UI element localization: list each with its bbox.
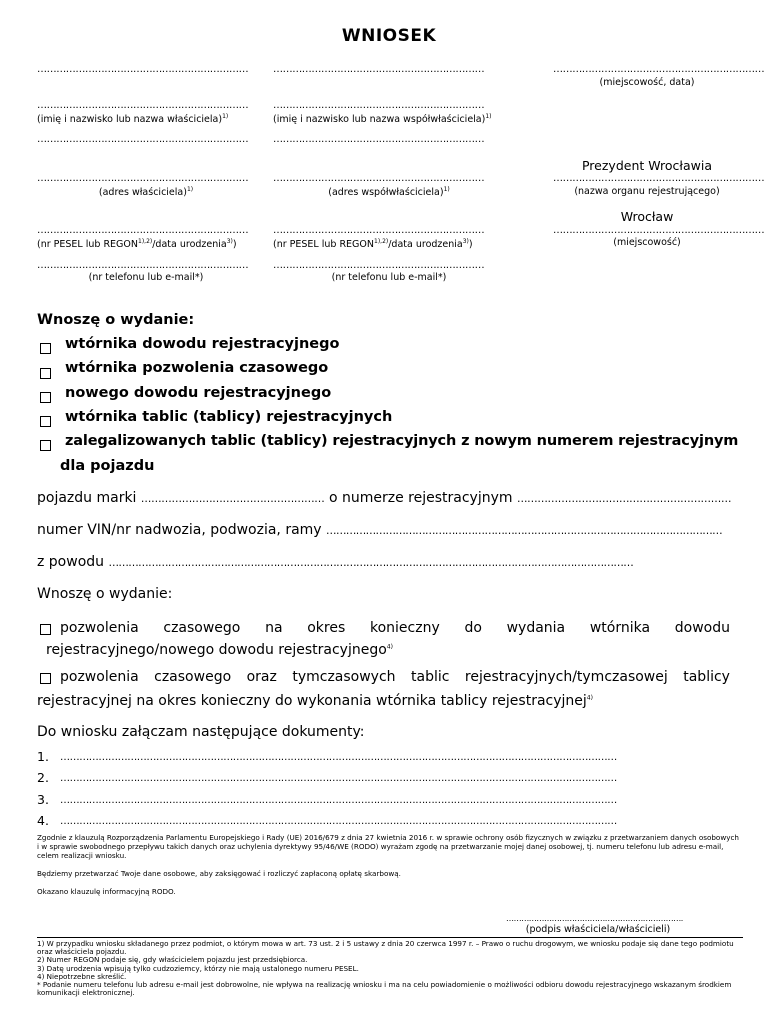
option3-line2: rejestracyjnej na okres konieczny do wykonania wtórnika tablicy rejestracyjnej$^{4)}$ [37, 693, 593, 709]
dotted-line[interactable]: ………………………………………………………… [273, 64, 485, 75]
owner-pesel-dots[interactable]: ………………………………………………………… [37, 225, 249, 236]
city-value[interactable]: Wrocław [620, 209, 674, 224]
attachment-number: 2. [37, 770, 49, 785]
request-heading: Wnoszę o wydanie: [37, 312, 195, 328]
option3-line1: pozwolenia czasowego oraz tymczasowych tablic rejestracyjnych/tymczasowej tablicy [60, 669, 730, 685]
dotted-line[interactable]: ………………………………………………………… [273, 134, 485, 145]
coowner-address-caption: (adres współwłaściciela)$^{1)}$ [328, 186, 450, 199]
attachment-field-4[interactable]: ………………………………………………………………………………………………………………………………………………………… [60, 816, 617, 827]
rodo-shown-text: Okazano klauzulę informacyjną RODO. [37, 887, 176, 896]
option2-line2: rejestracyjnego/nowego dowodu rejestracyjnego$^{4)}$ [46, 642, 393, 658]
coowner-name-caption: (imię i nazwisko lub nazwa współwłaściciela)$^{1)}$ [273, 113, 492, 126]
owner-name-caption: (imię i nazwisko lub nazwa właściciela)$^{1)}$ [37, 113, 229, 126]
attachment-number: 4. [37, 813, 49, 828]
vehicle-make-row: pojazdu marki ……………………………………………… o numerze rejestracyjnym ……………………………………………………… [37, 490, 732, 506]
authority-caption: (nazwa organu rejestrującego) [574, 186, 720, 197]
checkbox-new-registration[interactable] [40, 392, 51, 403]
checkbox-duplicate-permit[interactable] [40, 368, 51, 379]
attachment-number: 1. [37, 749, 49, 764]
attachment-field-1[interactable]: ………………………………………………………………………………………………………………………………………………………… [60, 752, 617, 763]
vehicle-make-field[interactable]: ……………………………………………… [140, 493, 325, 505]
footnotes [37, 940, 743, 997]
attachment-field-2[interactable]: ………………………………………………………………………………………………………………………………………………………… [60, 773, 617, 784]
request2-heading: Wnoszę o wydanie: [37, 586, 173, 602]
owner-phone-dots[interactable]: ………………………………………………………… [37, 260, 249, 271]
rodo-consent-text: Zgodnie z klauzulą Rozporządzenia Parlamentu Europejskiego i Rady (UE) 2016/679 z dnia 27 kwietnia 2016 r. w sprawie ochrony osób fizycznych w związku z przetwarzaniem danych osobowych i w sprawie swobodnego przepływu takich danych oraz uchylenia dyrektywy 95/46/WE (RODO) wyrażam zgodę na przetwarzanie mojej danej osobowej, tj. numeru telefonu lub adresu e-mail, celem realizacji wniosku. [37, 833, 739, 860]
place-date-dots[interactable]: ………………………………………………………… [553, 64, 765, 75]
checkbox-duplicate-plates[interactable] [40, 416, 51, 427]
option-label: wtórnika pozwolenia czasowego [65, 360, 329, 376]
coowner-phone-dots[interactable]: ………………………………………………………… [273, 260, 485, 271]
vin-row: numer VIN/nr nadwozia, podwozia, ramy ………………………………………………………………………………………………………… [37, 522, 723, 538]
option-label: wtórnika tablic (tablicy) rejestracyjnych [65, 409, 393, 425]
footnote-divider [37, 937, 743, 938]
footnote: 4) Niepotrzebne skreślić. [37, 971, 127, 981]
place-date-caption: (miejscowość, data) [599, 77, 695, 88]
regnum-field[interactable]: ……………………………………………………… [516, 493, 732, 505]
attachment-number: 3. [37, 792, 49, 807]
city-caption: (miejscowość) [613, 237, 681, 248]
coowner-address-dots[interactable]: ………………………………………………………… [273, 173, 485, 184]
dotted-line[interactable]: ………………………………………………………… [37, 64, 249, 75]
footnote: 2) Numer REGON podaje się, gdy właścicielem pojazdu jest przedsiębiorca. [37, 955, 308, 965]
owner-phone-caption: (nr telefonu lub e-mail*) [88, 272, 204, 283]
footnote: 3) Datę urodzenia wpisują tylko cudzoziemcy, którzy nie mają ustalonego numeru PESEL. [37, 963, 359, 973]
vin-field[interactable]: ………………………………………………………………………………………………………… [326, 525, 723, 537]
attachments-heading: Do wniosku załączam następujące dokumenty: [37, 724, 365, 740]
owner-name-dots[interactable]: ………………………………………………………… [37, 100, 249, 111]
processing-text: Będziemy przetwarzać Twoje dane osobowe, aby zaksięgować i rozliczyć zapłaconą opłatę skarbową. [37, 869, 401, 878]
reason-field[interactable]: …………………………………………………………………………………………………………………………………………… [108, 557, 634, 569]
signature-field[interactable]: ……………………………………………………………. [506, 914, 683, 923]
coowner-pesel-caption: (nr PESEL lub $REGON^{1),2)}$/data urodzenia$^{3)}$) [273, 238, 473, 251]
coowner-pesel-dots[interactable]: ………………………………………………………… [273, 225, 485, 236]
dotted-line[interactable]: ………………………………………………………… [37, 134, 249, 145]
city-dots: ………………………………………………………… [553, 225, 765, 236]
reason-row: z powodu …………………………………………………………………………………………………………………………………………… [37, 554, 634, 570]
authority-value[interactable]: Prezydent Wrocławia [581, 158, 712, 173]
coowner-phone-caption: (nr telefonu lub e-mail*) [331, 272, 447, 283]
owner-address-caption: (adres właściciela)$^{1)}$ [98, 186, 194, 199]
checkbox-temporary-permit[interactable] [40, 624, 51, 635]
page-title: WNIOSEK [341, 26, 437, 46]
owner-address-dots[interactable]: ………………………………………………………… [37, 173, 249, 184]
checkbox-duplicate-registration[interactable] [40, 343, 51, 354]
checkbox-temporary-plates[interactable] [40, 673, 51, 684]
attachment-field-3[interactable]: ………………………………………………………………………………………………………………………………………………………… [60, 795, 617, 806]
checkbox-legalized-plates[interactable] [40, 440, 51, 451]
option-label: wtórnika dowodu rejestracyjnego [65, 336, 340, 352]
option-label: zalegalizowanych tablic (tablicy) rejestracyjnych z nowym numerem rejestracyjnym [65, 433, 739, 449]
owner-pesel-caption: (nr PESEL lub $REGON^{1),2)}$/data urodzenia$^{3)}$) [37, 238, 237, 251]
option2-line1: pozwolenia czasowego na okres konieczny do wydania wtórnika dowodu [60, 620, 730, 636]
option-label-cont: dla pojazdu [60, 458, 155, 474]
authority-dots: ………………………………………………………… [553, 173, 765, 184]
signature-caption: (podpis właściciela/właścicieli) [525, 924, 671, 935]
option-label: nowego dowodu rejestracyjnego [65, 385, 332, 401]
footnote: * Podanie numeru telefonu lub adresu e-mail jest dobrowolne, nie wpływa na realizację wniosku i ma na celu powiadomienie o możliwości odbioru dowodu rejestracyjnego wskazanym środkiem komunikacji elektronicznej. [37, 980, 732, 998]
footnote: 1) W przypadku wniosku składanego przez podmiot, o którym mowa w art. 73 ust. 2 i 5 ustawy z dnia 20 czerwca 1997 r. – Prawo o ruchu drogowym, we wniosku podaje się dane tego podmiotu oraz właściciela pojazdu. [37, 939, 734, 957]
coowner-name-dots[interactable]: ………………………………………………………… [273, 100, 485, 111]
